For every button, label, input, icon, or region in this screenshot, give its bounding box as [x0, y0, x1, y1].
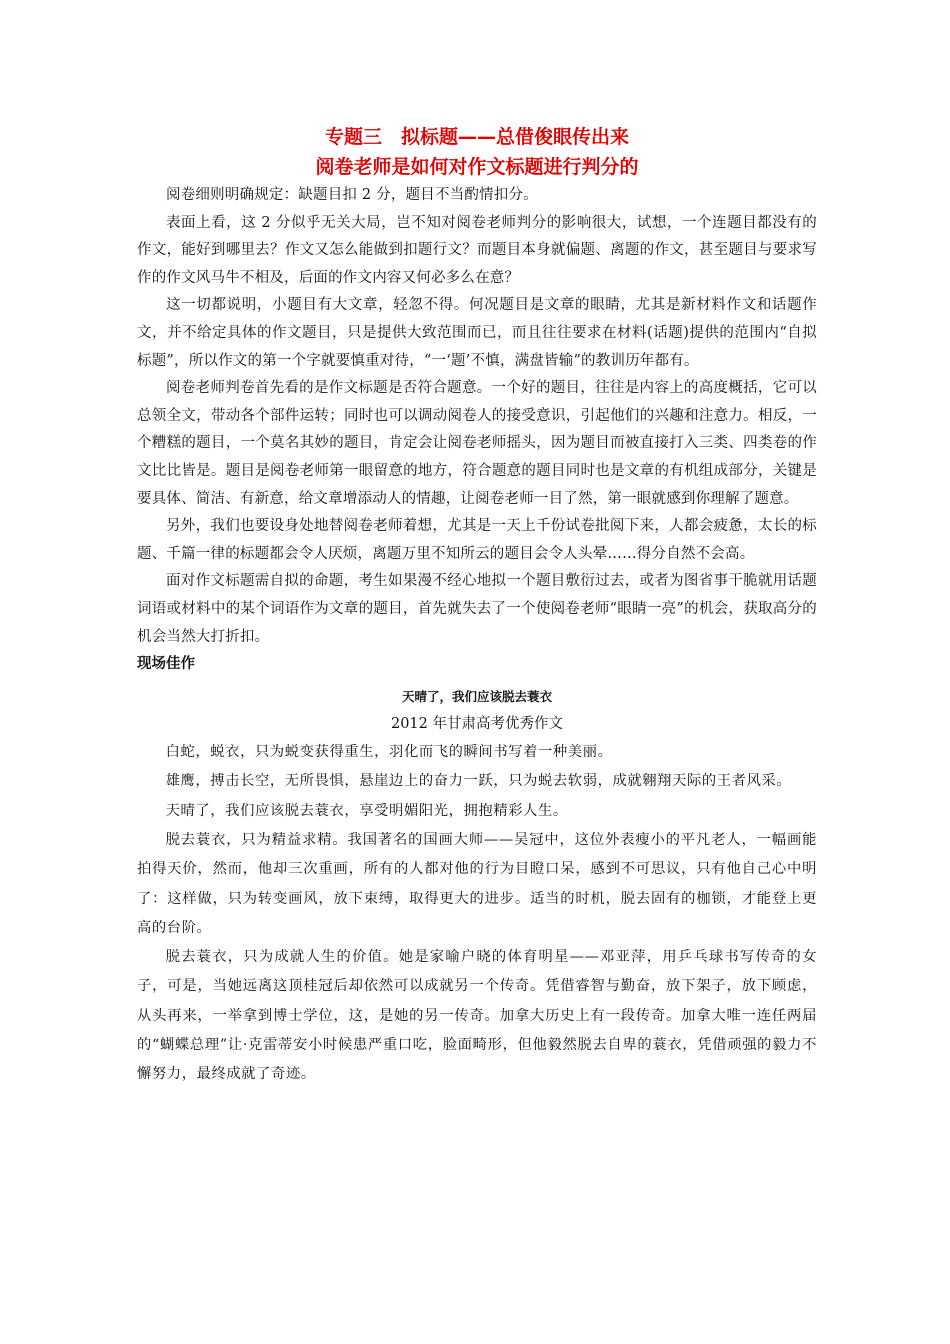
essay-paragraph-4: 脱去蓑衣，只为精益求精。我国著名的国画大师——吴冠中，这位外表瘦小的平凡老人，一幅画能拍得天价，然而，他却三次重画，所有的人都对他的行为目瞪口呆，感到不可思议，只有他自己心中明了：这样做，只为转变画风，放下束缚，取得更大的进步。适当的时机，脱去固有的枷锁，才能登上更高的台阶。 [137, 831, 817, 936]
essay-paragraph-5: 脱去蓑衣，只为成就人生的价值。她是家喻户晓的体育明星——邓亚萍，用乒乓球书写传奇的女子，可是，当她远离这顶桂冠后却依然可以成就另一个传奇。凭借睿智与勤奋，放下架子，放下顾虑，从头再来，一举拿到博士学位，这，是她的另一传奇。加拿大历史上有一段传奇。加拿大唯一连任两届的“蝴蝶总理”让·克雷蒂安小时候患严重口吃，脸面畸形，但他毅然脱去自卑的蓑衣，凭借顽强的毅力不懈努力，最终成就了奇迹。 [137, 949, 817, 1083]
essay-paragraph-2: 雄鹰，搏击长空，无所畏惧，悬崖边上的奋力一跃，只为蜕去软弱，成就翱翔天际的王者风采。 [165, 773, 792, 790]
section-heading: 现场佳作 [137, 656, 195, 673]
essay-paragraph-1: 白蛇，蜕衣，只为蜕变获得重生，羽化而飞的瞬间书写着一种美丽。 [165, 744, 613, 761]
paragraph-3: 这一切都说明，小题目有大文章，轻忽不得。何况题目是文章的眼睛，尤其是新材料作文和话题作文，并不给定具体的作文题目，只是提供大致范围而已，而且往往要求在材料(话题)提供的范围内“自拟标题”，所以作文的第一个字就要慎重对待，“一‘题’不慎，满盘皆输”的教训历年都有。 [137, 297, 817, 369]
paragraph-6: 面对作文标题需自拟的命题，考生如果漫不经心地拟一个题目敷衍过去，或者为图省事干脆就用话题词语或材料中的某个词语作为文章的题目，首先就失去了一个使阅卷老师“眼睛一亮”的机会，获取高分的机会当然大打折扣。 [137, 573, 817, 645]
paragraph-4: 阅卷老师判卷首先看的是作文标题是否符合题意。一个好的题目，往往是内容上的高度概括，它可以总领全文，带动各个部件运转；同时也可以调动阅卷人的接受意识，引起他们的兴趣和注意力。相反，一个糟糕的题目，一个莫名其妙的题目，肯定会让阅卷老师摇头，因为题目而被直接打入三类、四类卷的作文比比皆是。题目是阅卷老师第一眼留意的地方，符合题意的题目同时也是文章的有机组成部分，关键是要具体、简洁、有新意，给文章增添动人的情趣，让阅卷老师一目了然，第一眼就感到你理解了题意。 [137, 380, 817, 507]
essay-title: 天晴了，我们应该脱去蓑衣 [401, 689, 552, 705]
essay-subtitle: 2012 年甘肃高考优秀作文 [390, 716, 563, 733]
document-page [137, 118, 817, 1090]
essay-paragraph-3: 天晴了，我们应该脱去蓑衣，享受明媚阳光，拥抱精彩人生。 [165, 802, 568, 819]
paragraph-5: 另外，我们也要设身处地替阅卷老师着想，尤其是一天上千份试卷批阅下来，人都会疲惫，太长的标题、千篇一律的标题都会令人厌烦，离题万里不知所云的题目会令人头晕……得分自然不会高。 [137, 518, 817, 562]
document-subtitle: 阅卷老师是如何对作文标题进行判分的 [315, 156, 639, 178]
document-title: 专题三 拟标题——总借俊眼传出来 [324, 126, 629, 148]
paragraph-2: 表面上看，这 2 分似乎无关大局，岂不知对阅卷老师判分的影响很大，试想，一个连题目都没有的作文，能好到哪里去？作文又怎么能做到扣题行文？而题目本身就偏题、离题的作文，甚至题目与要求写作的作文风马牛不相及，后面的作文内容又何必多么在意？ [137, 214, 817, 286]
paragraph-1: 阅卷细则明确规定：缺题目扣 2 分，题目不当酌情扣分。 [166, 187, 538, 203]
